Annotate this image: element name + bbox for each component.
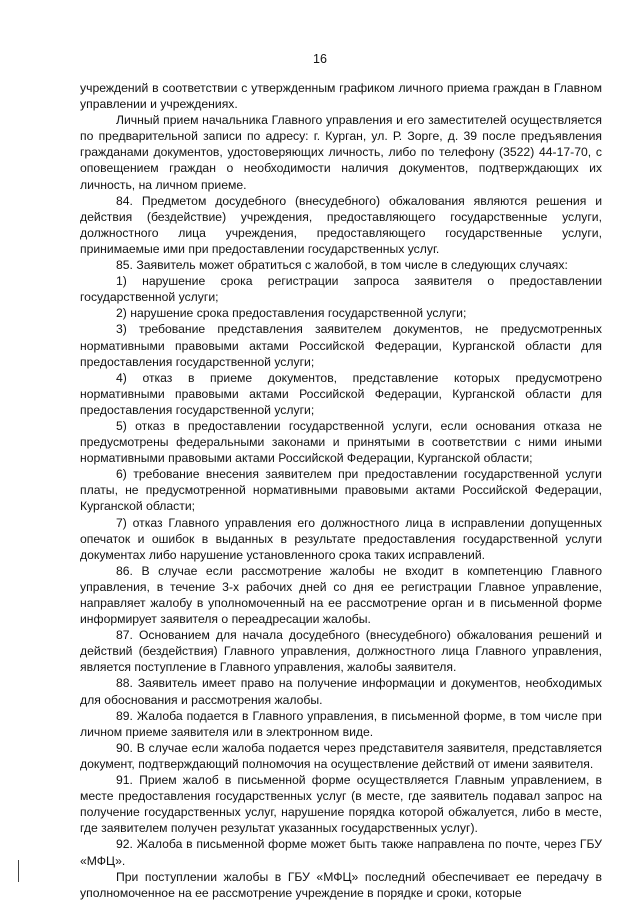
list-item-3: 3) требование представления заявителем документов, не предусмотренных нормативными правовыми актами Российской Федерации, Курганской области для предоставления государственной услуги; (80, 322, 602, 369)
scan-margin-mark (18, 860, 19, 882)
list-item-5: 5) отказ в предоставлении государственной услуги, если основания отказа не предусмотрены федеральными законами и принятыми в соответствии с ними иными нормативными правовыми актами Российской Федерации, Курганской области; (80, 418, 602, 466)
list-item-7: 7) отказ Главного управления его должностного лица в исправлении допущенных опечаток и ошибок в выданных в результате предоставления государственной услуги документах либо нарушение установленного срока таких исправлений. (80, 515, 602, 562)
paragraph-91: 91. Прием жалоб в письменной форме осуществляется Главным управлением, в месте предоставления государственных услуг (в месте, где заявитель подавал запрос на получение государственных услуг, нарушение порядка которой обжалуется, либо в месте, где заявителем получен результат указанных государственных услуг). (80, 773, 602, 836)
page-number: 16 (313, 52, 327, 66)
paragraph-90: 90. В случае если жалоба подается через представителя заявителя, представляется документ, подтверждающий полномочия на осуществление действий от имени заявителя. (80, 740, 602, 771)
paragraph-continuation: учреждений в соответствии с утвержденным графиком личного приема граждан в Главном управлении и учреждениях. (80, 81, 602, 112)
paragraph-88: 88. Заявитель имеет право на получение информации и документов, необходимых для обоснования и рассмотрения жалобы. (80, 676, 602, 707)
paragraph-86: 86. В случае если рассмотрение жалобы не входит в компетенцию Главного управления, в течение 3-х рабочих дней со дня ее регистрации Главное управление, направляет жалобу в уполномоченный на ее рассмотрение орган и в письменной форме информирует заявителя о переадресации жалобы. (80, 563, 602, 627)
list-item-2: 2) нарушение срока предоставления государственной услуги; (116, 306, 467, 321)
list-item-1: 1) нарушение срока регистрации запроса заявителя о предоставлении государственной услуги; (80, 274, 602, 305)
document-body (80, 80, 602, 901)
list-item-4: 4) отказ в приеме документов, представление которых предусмотрено нормативными правовыми актами Российской Федерации, Курганской области для предоставления государственной услуги; (80, 370, 602, 417)
paragraph-85: 85. Заявитель может обратиться с жалобой, в том числе в следующих случаях: (116, 258, 568, 273)
paragraph-personal-reception: Личный прием начальника Главного управления и его заместителей осуществляется по предварительной записи по адресу: г. Курган, ул. Р. Зорге, д. 39 после предъявления гражданами документов, удостоверяющих личность, либо по телефону (3522) 44-17-70, с оповещением граждан о необходимости наличия документов, подтверждающих их личность, на личном приеме. (80, 113, 602, 192)
paragraph-mfc-transfer: При поступлении жалобы в ГБУ «МФЦ» последний обеспечивает ее передачу в уполномоченное на ее рассмотрение учреждение в порядке и сроки, которые (80, 869, 602, 900)
paragraph-89: 89. Жалоба подается в Главного управления, в письменной форме, в том числе при личном приеме заявителя или в электронном виде. (80, 708, 602, 739)
paragraph-84: 84. Предметом досудебного (внесудебного) обжалования являются решения и действия (бездействие) учреждения, предоставляющего государственные услуги, должностного лица учреждения, предоставляющего государственные услуги, принимаемые ими при предоставлении государственных услуг. (80, 193, 602, 256)
list-item-6: 6) требование внесения заявителем при предоставлении государственной услуги платы, не предусмотренной нормативными правовыми актами Российской Федерации, Курганской области; (80, 467, 602, 514)
paragraph-87: 87. Основанием для начала досудебного (внесудебного) обжалования решений и действий (бездействия) Главного управления, должностного лица Главного управления, является поступление в Главного управления, жалобы заявителя. (80, 628, 602, 675)
paragraph-92: 92. Жалоба в письменной форме может быть также направлена по почте, через ГБУ «МФЦ». (80, 837, 602, 868)
